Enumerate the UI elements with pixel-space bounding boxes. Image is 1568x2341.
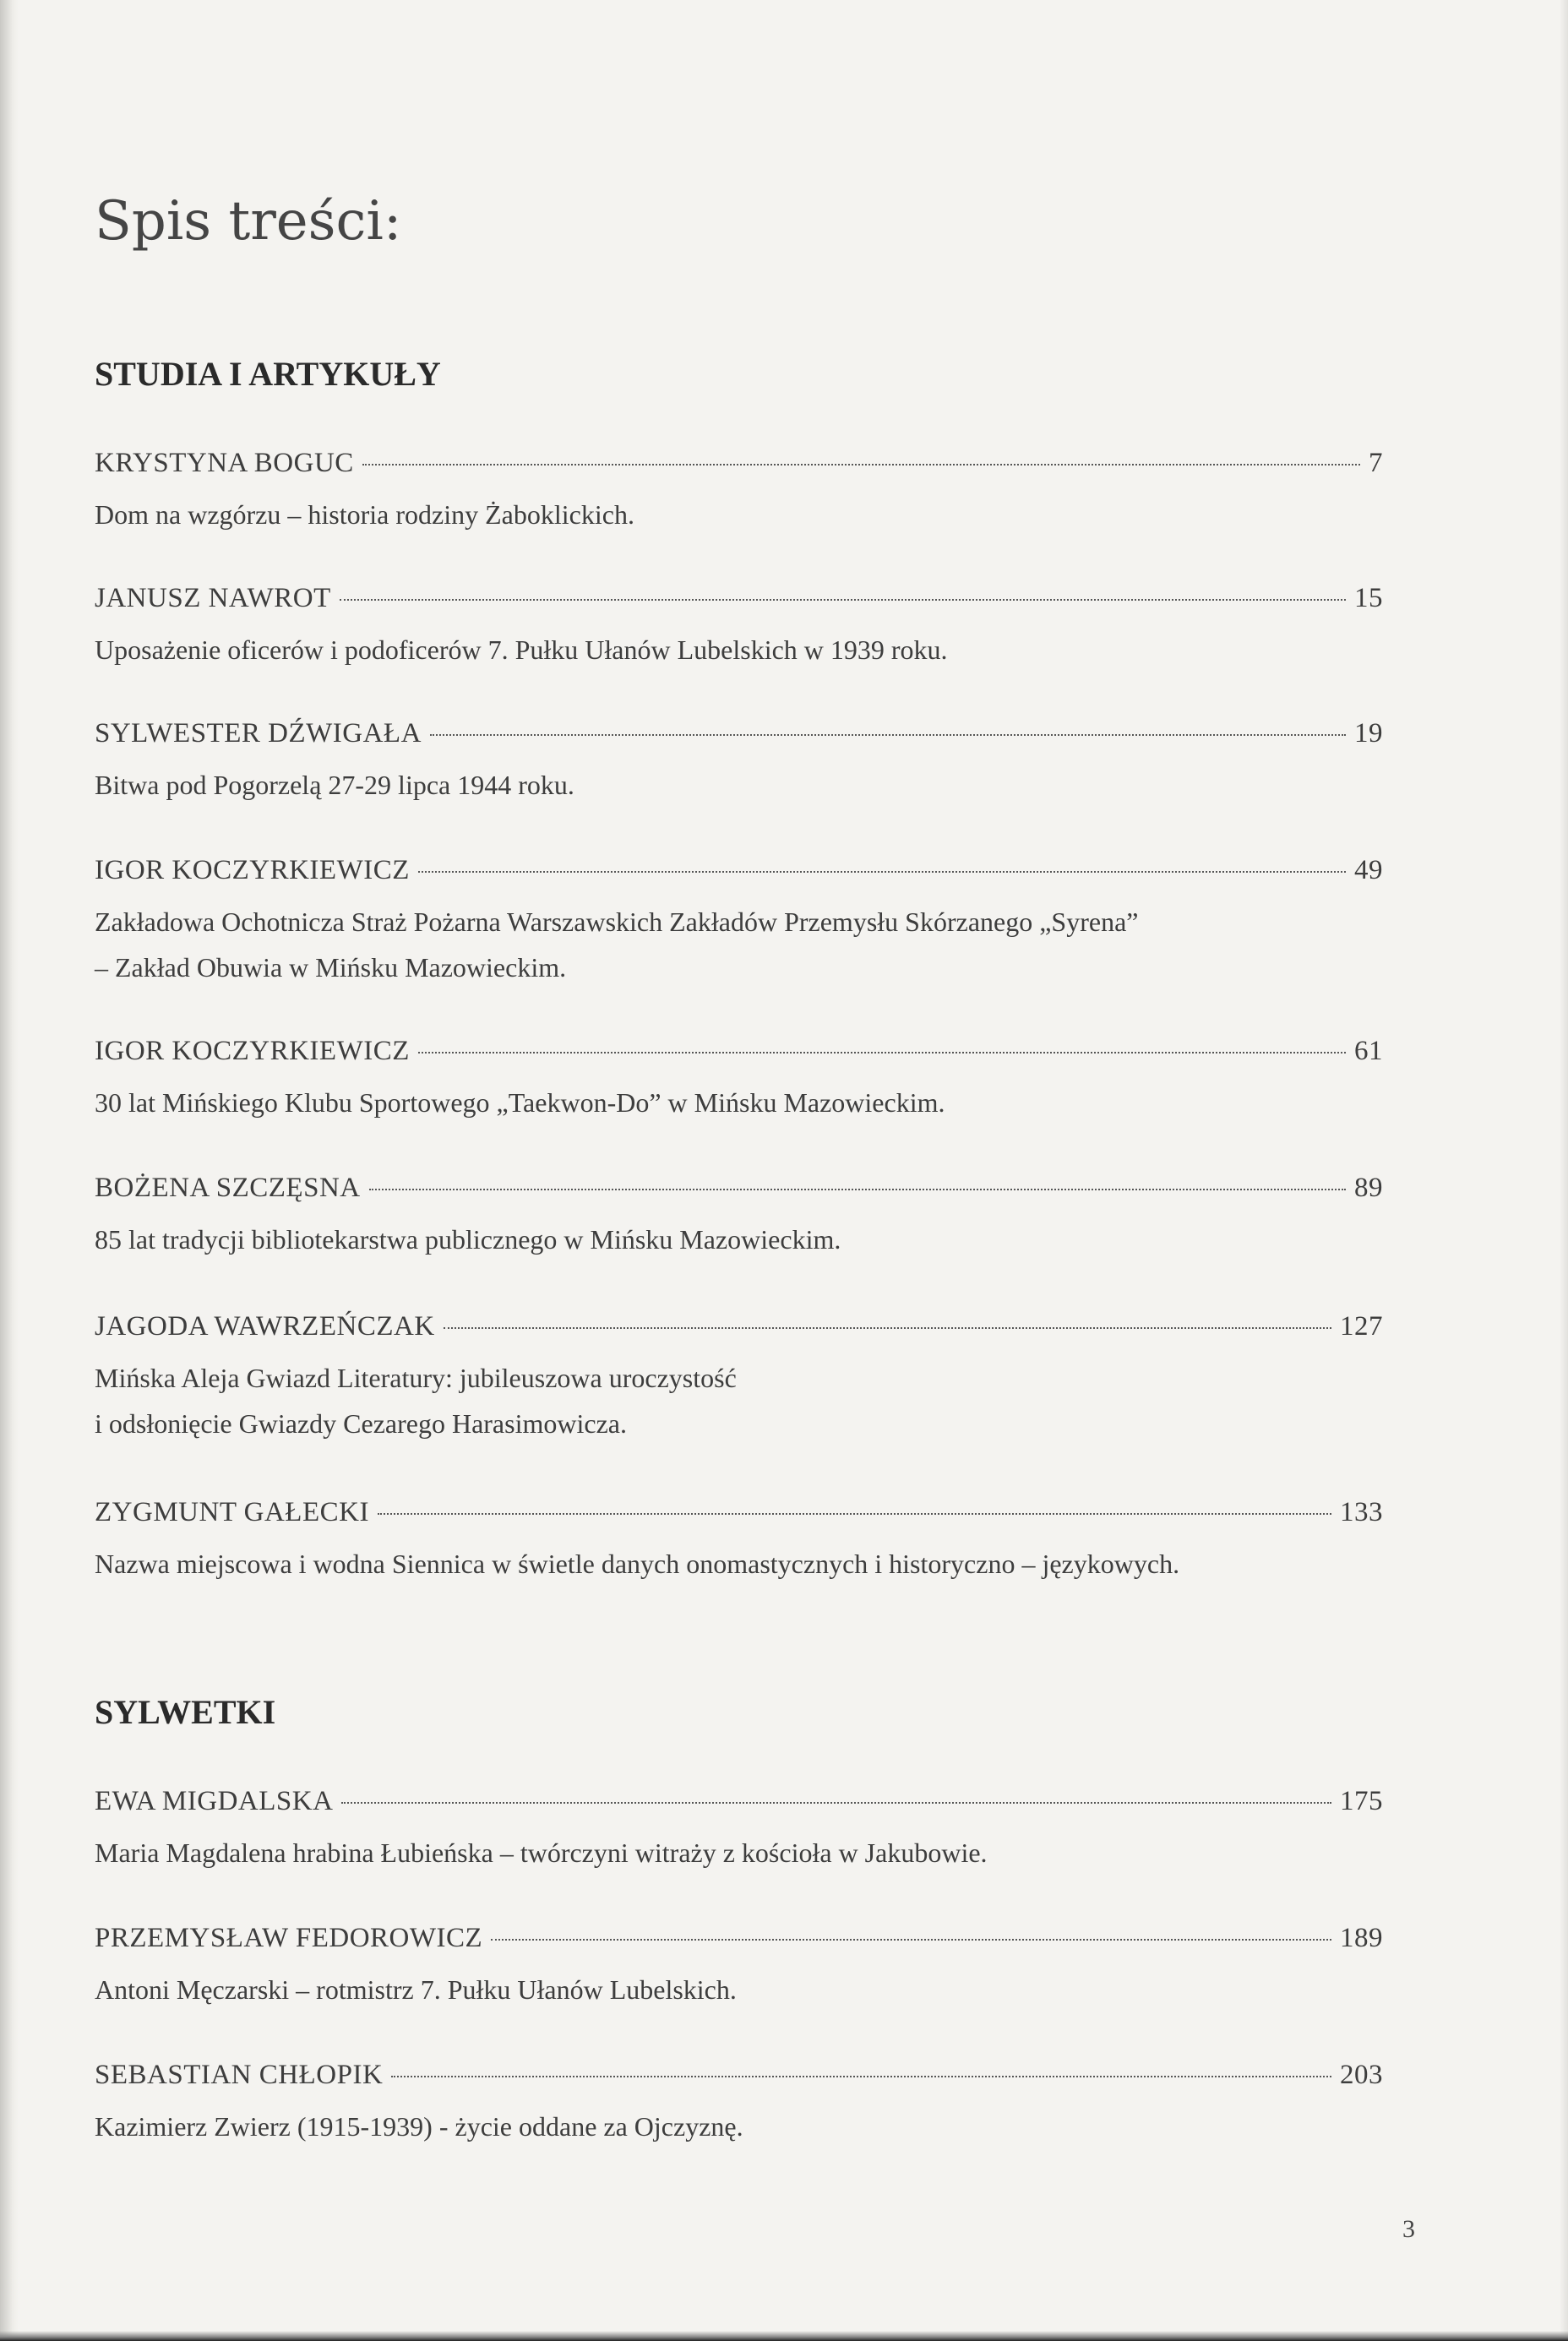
dot-leader <box>444 1327 1331 1329</box>
page-edge-shadow <box>0 0 19 2341</box>
toc-entry[interactable] <box>95 448 1383 537</box>
toc-entry[interactable] <box>95 718 1383 808</box>
section-heading-studia: STUDIA I ARTYKUŁY <box>95 355 441 393</box>
entry-title: Dom na wzgórzu – historia rodziny Żaboklickich. <box>95 499 634 530</box>
entry-title: Kazimierz Zwierz (1915-1939) - życie oddane za Ojczyznę. <box>95 2111 743 2142</box>
entry-title: Bitwa pod Pogorzelą 27-29 lipca 1944 roku. <box>95 770 574 800</box>
entry-title: Zakładowa Ochotnicza Straż Pożarna Warszawskich Zakładów Przemysłu Skórzanego „Syrena” <box>95 906 1139 937</box>
dot-leader <box>418 871 1346 873</box>
toc-entry[interactable] <box>95 1311 1383 1446</box>
entry-author: KRYSTYNA BOGUC <box>95 448 354 478</box>
toc-entry[interactable] <box>95 2060 1383 2149</box>
entry-title: 30 lat Mińskiego Klubu Sportowego „Taekwon-Do” w Mińsku Mazowieckim. <box>95 1087 945 1118</box>
entry-author: EWA MIGDALSKA <box>95 1786 334 1816</box>
section-heading-sylwetki: SYLWETKI <box>95 1693 276 1731</box>
toc-entry[interactable] <box>95 1036 1383 1125</box>
entry-title: Nazwa miejscowa i wodna Siennica w świetle danych onomastycznych i historyczno – językowych. <box>95 1549 1180 1579</box>
page-title: Spis treści: <box>95 190 402 253</box>
entry-page-number: 7 <box>1369 448 1383 478</box>
dot-leader <box>369 1189 1346 1190</box>
entry-author: IGOR KOCZYRKIEWICZ <box>95 1036 410 1066</box>
entry-title-continued: – Zakład Obuwia w Mińsku Mazowieckim. <box>95 952 567 983</box>
entry-page-number: 15 <box>1354 583 1383 613</box>
toc-entry[interactable] <box>95 1786 1383 1876</box>
entry-author: PRZEMYSŁAW FEDOROWICZ <box>95 1923 483 1953</box>
entry-page-number: 127 <box>1340 1311 1383 1342</box>
entry-author: BOŻENA SZCZĘSNA <box>95 1173 361 1203</box>
dot-leader <box>340 599 1346 601</box>
entry-page-number: 203 <box>1340 2060 1383 2090</box>
entry-page-number: 19 <box>1354 718 1383 749</box>
dot-leader <box>430 734 1346 736</box>
page-edge-right <box>1560 0 1568 2341</box>
entry-page-number: 61 <box>1354 1036 1383 1066</box>
dot-leader <box>491 1939 1331 1941</box>
entry-title: Uposażenie oficerów i podoficerów 7. Pułku Ułanów Lubelskich w 1939 roku. <box>95 634 948 665</box>
toc-entry[interactable] <box>95 1923 1383 2012</box>
entry-page-number: 175 <box>1340 1786 1383 1816</box>
entry-author: SEBASTIAN CHŁOPIK <box>95 2060 384 2090</box>
entry-page-number: 189 <box>1340 1923 1383 1953</box>
toc-entry[interactable] <box>95 1173 1383 1262</box>
entry-title-continued: i odsłonięcie Gwiazdy Cezarego Harasimowicza. <box>95 1408 627 1439</box>
toc-entry[interactable] <box>95 855 1383 990</box>
entry-author: JANUSZ NAWROT <box>95 583 331 613</box>
entry-page-number: 133 <box>1340 1497 1383 1527</box>
entry-title: Antoni Męczarski – rotmistrz 7. Pułku Ułanów Lubelskich. <box>95 1974 737 2005</box>
page-bottom-edge <box>0 2331 1568 2341</box>
dot-leader <box>378 1513 1331 1515</box>
dot-leader <box>391 2076 1331 2077</box>
page-folio-number: 3 <box>1402 2215 1415 2243</box>
entry-author: ZYGMUNT GAŁECKI <box>95 1497 369 1527</box>
toc-entry[interactable] <box>95 1497 1383 1587</box>
dot-leader <box>341 1802 1331 1804</box>
entry-author: JAGODA WAWRZEŃCZAK <box>95 1311 435 1342</box>
entry-title: Maria Magdalena hrabina Łubieńska – twórczyni witraży z kościoła w Jakubowie. <box>95 1837 988 1868</box>
entry-author: IGOR KOCZYRKIEWICZ <box>95 855 410 885</box>
entry-author: SYLWESTER DŹWIGAŁA <box>95 718 422 749</box>
toc-entry[interactable] <box>95 583 1383 672</box>
entry-title: Mińska Aleja Gwiazd Literatury: jubileuszowa uroczystość <box>95 1363 737 1393</box>
entry-title: 85 lat tradycji bibliotekarstwa publicznego w Mińsku Mazowieckim. <box>95 1224 841 1255</box>
entry-page-number: 89 <box>1354 1173 1383 1203</box>
dot-leader <box>418 1052 1346 1053</box>
dot-leader <box>362 464 1360 465</box>
entry-page-number: 49 <box>1354 855 1383 885</box>
